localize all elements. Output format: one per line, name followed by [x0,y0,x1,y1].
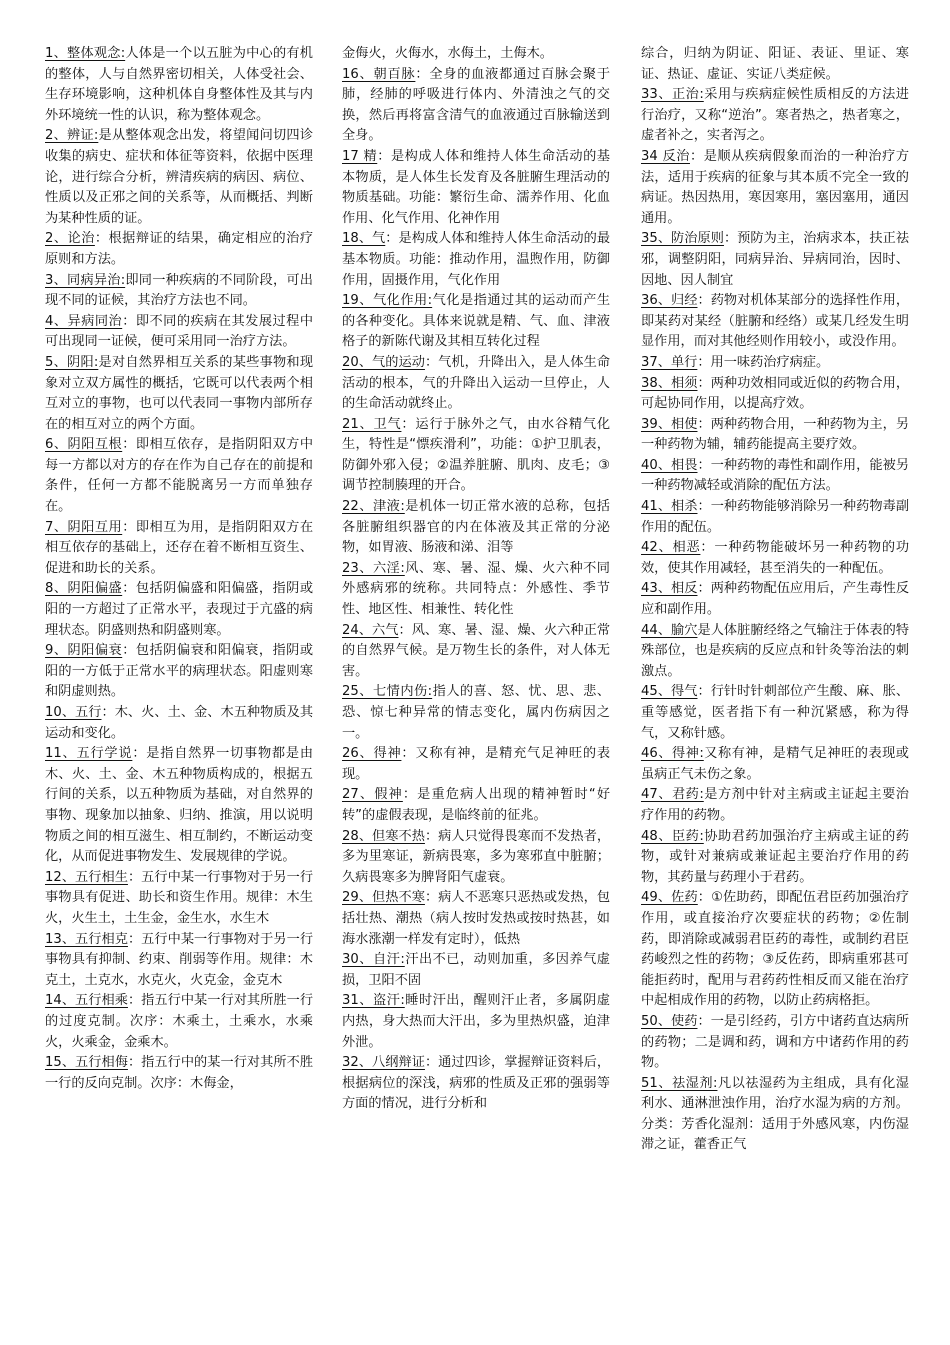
glossary-entry [342,44,610,65]
glossary-entry [641,1074,909,1156]
glossary-entry [342,827,610,889]
glossary-entry [641,621,909,683]
glossary-entry [342,415,610,497]
glossary-entry [342,497,610,559]
entry-definition: 是人体脏腑经络之气输注于体表的特殊部位，也是疾病的反应点和针灸等治法的刺激点。 [641,622,910,679]
glossary-entry [45,271,313,312]
glossary-entry [45,126,313,229]
entry-term: 35、防治原则 [641,231,724,247]
entry-definition: 协助君药加强治疗主病或主证的药物，或针对兼病或兼证起主要治疗作用的药物，其药量与药理小于君药。 [641,828,909,885]
glossary-entry [45,991,313,1053]
glossary-entry [641,497,909,538]
entry-term: 7、阴阳互用 [45,519,123,535]
glossary-entry [342,291,610,353]
entry-term: 13、五行相克 [45,931,128,947]
entry-definition: ：是构成人体和维持人体生命活动的基本物质，是人体生长发育及各脏腑生理活动的物质基础。功能：繁衍生命、濡养作用、化血作用、化气作用、化神作用 [342,148,610,226]
entry-definition: ：一种药物能破坏另一种药物的功效，使其作用减轻，甚至消失的一种配伍。 [641,540,910,576]
entry-term: 2、辨证: [45,128,99,144]
entry-term: 47、君药: [641,787,704,803]
entry-definition: 凡以祛湿药为主组成，具有化湿利水、通淋泄浊作用，治疗水湿为病的方剂。分类：芳香化湿剂：适用于外感风寒，内伤湿滞之证，藿香正气 [641,1075,909,1153]
entry-term: 6、阴阳互根 [45,437,123,453]
glossary-entry [641,147,909,229]
entry-term: 45、得气 [641,684,698,700]
glossary-entry [45,744,313,868]
entry-definition: ：是构成人体和维持人体生命活动的最基本物质。功能：推动作用，温煦作用，防御作用，固摄作用，气化作用 [342,231,611,288]
glossary-entry [45,641,313,703]
entry-definition: 又称有神，是精气足神旺的表现或虽病正气未伤之象。 [641,746,909,782]
entry-definition: 金侮火，火侮水，水侮土，土侮木。 [342,46,553,61]
entry-term: 12、五行相生 [45,869,128,885]
entry-definition: 汗出不已，动则加重，多因养气虚损，卫阳不固 [342,952,610,988]
entry-term: 37、单行 [641,354,698,370]
entry-term: 30、自汗: [342,952,405,968]
entry-term: 4、异病同治 [45,313,123,329]
column-2 [342,44,610,1115]
glossary-entry [641,1012,909,1074]
column-1 [45,44,313,1094]
glossary-entry [641,456,909,497]
glossary-entry [342,991,610,1053]
entry-definition: ：是顺从疾病假象而治的一种治疗方法，适用于疾病的征象与其本质不完全一致的病证。热因热用，寒因寒用，塞因塞用，通因通用。 [641,148,910,226]
entry-term: 50、使药 [641,1013,698,1029]
entry-term: 22、津液: [342,499,405,515]
entry-term: 9、阴阳偏衰 [45,643,123,659]
entry-term: 11、五行学说 [45,746,133,762]
entry-term: 41、相杀 [641,499,698,515]
glossary-entry [641,579,909,620]
entry-term: 5、阴阳: [45,354,99,370]
entry-term: 27、假神 [342,787,403,803]
glossary-entry [641,827,909,889]
entry-definition: 指人的喜、怒、忧、思、悲、恐、惊七种异常的情志变化，属内伤病因之一。 [342,684,611,741]
glossary-entry [641,744,909,785]
entry-definition: ：运行于脉外之气，由水谷精气化生，特性是“慓疾滑利”，功能：①护卫肌表，防御外邪入侵；②温养脏腑、肌肉、皮毛；③调节控制腠理的开合。 [342,416,611,494]
glossary-entry [342,65,610,147]
entry-term: 39、相使 [641,416,698,432]
glossary-entry [342,682,610,744]
entry-definition: 气化是指通过其的运动而产生的各种变化。具体来说就是精、气、血、津液格子的新陈代谢及其相互转化过程 [342,293,611,350]
glossary-entry [641,374,909,415]
entry-definition: 睡时汗出，醒则汗止者，多属阴虚内热，身大热而大汗出，多为里热炽盛，迫津外泄。 [342,993,610,1050]
entry-term: 26、得神 [342,746,402,762]
glossary-entry [45,353,313,435]
entry-term: 10、五行 [45,705,102,720]
entry-term: 23、六淫: [342,560,405,576]
entry-term: 31、盗汗: [342,993,405,1009]
glossary-entry [641,785,909,826]
glossary-entry [641,85,909,147]
glossary-entry [45,930,313,992]
glossary-entry [641,888,909,1012]
entry-term: 43、相反 [641,581,698,597]
entry-definition: ：病人不恶寒只恶热或发热，包括壮热、潮热（病人按时发热或按时热甚，如海水涨潮一样发有定时），低热 [342,890,611,947]
entry-definition: ：用一味药治疗病症。 [697,354,830,370]
glossary-entry [45,1053,313,1094]
entry-term: 38、相须 [641,375,698,391]
entry-definition: 风、寒、暑、湿、燥、火六种不同外感病邪的统称。共同特点：外感性、季节性、地区性、相兼性、转化性 [342,560,610,618]
entry-definition: ：气机，升降出入，是人体生命活动的根本，气的升降出入运动一旦停止，人的生命活动就终止。 [342,354,611,412]
entry-term: 19、气化作用: [342,293,433,309]
entry-definition: 人体是一个以五脏为中心的有机的整体，人与自然界密切相关，人体受社会、生存环境影响，这种机体自身整体性及其与内外环境统一性的认识，称为整体观念。 [45,46,313,123]
glossary-entry [342,229,610,291]
entry-term: 28、但寒不热 [342,828,425,844]
entry-definition: ：病人只觉得畏寒而不发热者，多为里寒证，新病畏寒，多为寒邪直中脏腑；久病畏寒多为脾肾阳气虚衰。 [342,828,611,885]
glossary-entry [342,147,610,229]
entry-definition: ：预防为主，治病求本，扶正祛邪，调整阴阳，同病异治、异病同治，因时、因地、因人制宜 [641,231,910,288]
glossary-entry [342,950,610,991]
entry-definition: 综合，归纳为阴证、阳证、表证、里证、寒证、热证、虚证、实证八类症候。 [641,46,909,82]
glossary-entry [342,353,610,415]
entry-term: 40、相畏 [641,457,698,473]
glossary-entry [641,353,909,374]
entry-definition: ：指五行中的某一行对其所不胜一行的反向克制。次序：木侮金， [45,1055,314,1091]
entry-definition: ：又称有神，是精充气足神旺的表现。 [342,746,611,782]
glossary-entry [641,229,909,291]
entry-definition: 是机体一切正常水液的总称，包括各脏腑组织器官的内在体液及其正常的分泌物，如胃液、肠液和涕、泪等 [342,499,610,556]
glossary-entry [45,229,313,270]
entry-term: 14、五行相乘 [45,993,128,1009]
glossary-entry [45,579,313,641]
glossary-entry [641,291,909,353]
entry-definition: ：一是引经药，引方中诸药直达病所的药物；二是调和药，调和方中诸药作用的药物。 [641,1013,910,1071]
glossary-entry [342,888,610,950]
entry-definition: ：通过四诊，掌握辩证资料后，根据病位的深浅，病邪的性质及正邪的强弱等方面的情况，进行分析和 [342,1055,611,1112]
glossary-entry [342,1053,610,1115]
entry-definition: ：指五行中某一行对其所胜一行的过度克制。次序：木乘土，土乘水，水乘火，火乘金，金乘木。 [45,993,314,1050]
entry-term: 42、相恶 [641,540,701,556]
glossary-entry [45,518,313,580]
glossary-entry [45,44,313,126]
entry-definition: ：风、寒、暑、湿、燥、火六种正常的自然界气候。是万物生长的条件，对人体无害。 [342,622,611,679]
entry-definition: ：一种药物能够消除另一种药物毒副作用的配伍。 [641,499,910,535]
entry-definition: ：两种药物配伍应用后，产生毒性反应和副作用。 [641,581,910,618]
entry-definition: ：五行中某一行事物对于另一行事物具有抑制、约束、削弱等作用。规律：木克土，土克水，水克火，火克金，金克木 [45,931,314,988]
entry-term: 34 反治 [641,148,690,164]
entry-definition: ：全身的血液都通过百脉会聚于肺，经肺的呼吸进行体内、外清浊之气的交换，然后再将富含清气的血液通过百脉输送到全身。 [342,66,611,144]
entry-term: 48、臣药: [641,828,704,844]
glossary-entry [342,621,610,683]
entry-definition: ：是指自然界一切事物都是由木、火、土、金、木五种物质构成的，根据五行间的关系，以五种物质为基础，对自然界的事物、现象加以抽象、归纳、推演，用以说明物质之间的相互滋生、相互制约，不断运动变化，从而促进事物发生、发展规律的学说。 [45,746,314,865]
glossary-entry [641,538,909,579]
entry-term: 36、归经 [641,293,698,309]
entry-definition: ：即不同的疾病在其发展过程中可出现同一证候，便可采用同一治疗方法。 [45,313,314,350]
entry-definition: 是对自然界相互关系的某些事物和现象对立双方属性的概括，它既可以代表两个相互对立的事物，也可以代表同一事物内部所存在的相互对立的两个方面。 [45,354,314,432]
entry-term: 49、佐药 [641,890,698,906]
glossary-entry [45,868,313,930]
entry-definition: 采用与疾病症候性质相反的方法进行治疗，又称“逆治”。寒者热之，热者寒之，虚者补之，实者泻之。 [641,87,909,144]
entry-definition: 是从整体观念出发，将望闻问切四诊收集的病史、症状和体征等资料，依据中医理论，进行综合分析，辨清疾病的病因、病位、性质以及正邪之间的关系等，从而概括、判断为某种性质的证。 [45,128,314,226]
entry-term: 20、气的运动 [342,354,425,370]
column-3 [641,44,909,1156]
entry-definition: ：包括阴偏衰和阳偏衰，指阴或阳的一方低于正常水平的病理状态。阳虚则寒和阴虚则热。 [45,643,314,700]
glossary-entry [45,312,313,353]
glossary-entry [342,744,610,785]
glossary-entry [342,559,610,621]
entry-definition: ：行针时针刺部位产生酸、麻、胀、重等感觉，医者指下有一种沉紧感，称为得气，又称针感。 [641,684,910,741]
entry-term: 25、七情内伤: [342,684,433,700]
entry-term: 1、整体观念: [45,46,126,61]
entry-definition: ：两种药物合用，一种药物为主，另一种药物为辅，辅药能提高主要疗效。 [641,416,910,453]
entry-term: 46、得神: [641,746,704,762]
entry-term: 2、论治 [45,231,95,247]
entry-term: 29、但热不寒 [342,890,425,906]
entry-definition: ：五行中某一行事物对于另一行事物具有促进、助长和资生作用。规律：木生火，火生土，土生金，金生水，水生木 [45,869,314,926]
entry-term: 16、朝百脉 [342,66,416,82]
entry-definition: ：一种药物的毒性和副作用，能被另一种药物减轻或消除的配伍方法。 [641,457,910,494]
entry-definition: ：包括阴偏盛和阳偏盛，指阴或阳的一方超过了正常水平，表现过于亢盛的病理状态。阴盛则热和阴盛则寒。 [45,581,314,638]
entry-term: 33、正治: [641,87,704,103]
entry-definition: 是方剂中针对主病或主证起主要治疗作用的药物。 [641,787,909,823]
glossary-entry [641,44,909,85]
entry-term: 24、六气 [342,622,399,638]
entry-definition: ：药物对机体某部分的选择性作用，即某药对某经（脏腑和经络）或某几经发生明显作用，而对其他经则作用较小，或没作用。 [641,293,910,350]
entry-definition: ：①佐助药，即配伍君臣药加强治疗作用，或直接治疗次要症状的药物；②佐制药，即消除或减弱君臣药的毒性，或制约君臣药峻烈之性的药物；③反佐药，即病重邪甚可能拒药时，配用与君药药性相反而又能在治疗中起相成作用的药物，以防止药病格拒。 [641,890,910,1009]
glossary-entry [45,703,313,744]
entry-definition: ：即相互为用，是指阴阳双方在相互依存的基础上，还存在着不断相互资生、促进和助长的关系。 [45,519,314,576]
entry-definition: ：即相互依存，是指阴阳双方中每一方都以对方的存在作为自己存在的前提和条件，任何一方都不能脱离另一方而单独存在。 [45,437,314,515]
glossary-entry [342,785,610,826]
entry-definition: ：木、火、土、金、木五种物质及其运动和变化。 [45,705,314,741]
entry-definition: ：是重危病人出现的精神暂时“好转”的虚假表现，是临终前的征兆。 [342,787,611,823]
entry-term: 15、五行相侮 [45,1055,128,1071]
glossary-entry [641,415,909,456]
entry-definition: ：根据辩证的结果，确定相应的治疗原则和方法。 [45,231,314,267]
glossary-entry [641,682,909,744]
entry-term: 21、卫气 [342,416,402,432]
entry-definition: ：两种功效相同或近似的药物合用，可起协同作用，以提高疗效。 [641,375,910,412]
entry-term: 32、八纲辩证 [342,1055,425,1071]
glossary-entry [45,435,313,517]
entry-term: 18、气 [342,231,386,247]
entry-term: 51、祛湿剂: [641,1075,718,1091]
entry-term: 8、阴阳偏盛 [45,581,123,597]
entry-term: 17 精 [342,148,378,164]
entry-term: 44、腧穴 [641,622,698,638]
entry-definition: 即同一种疾病的不同阶段，可出现不同的证候，其治疗方法也不同。 [45,272,313,309]
entry-term: 3、同病异治: [45,272,126,288]
